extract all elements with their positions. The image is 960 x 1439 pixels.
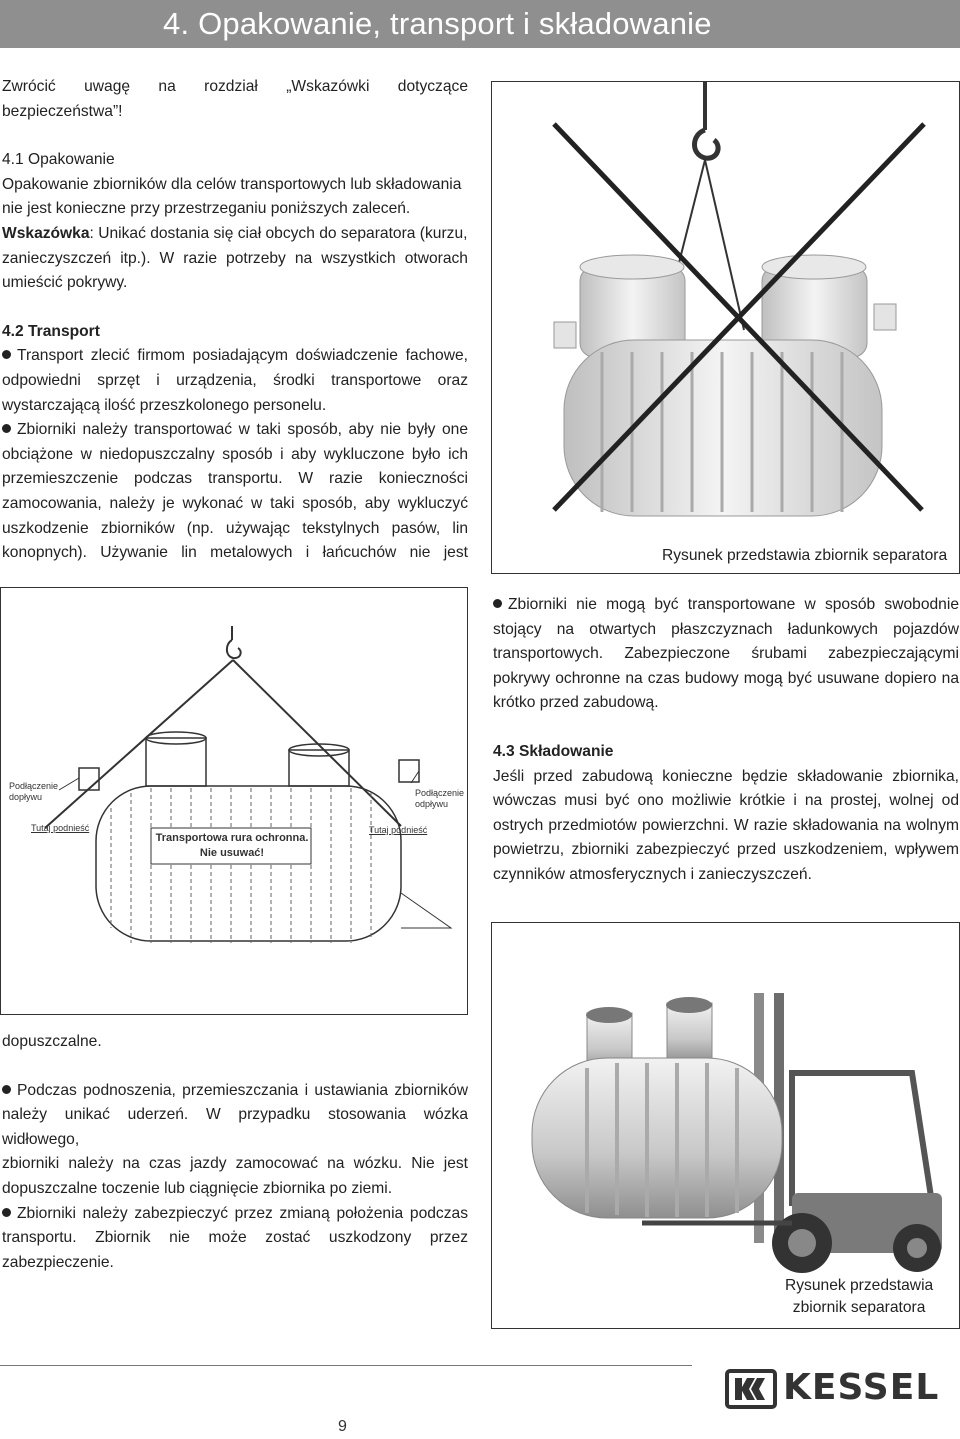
tank-body	[532, 1058, 782, 1218]
bullet-line: odpowiedni sprzęt i urządzenia, środki transportowe oraz	[2, 371, 468, 389]
page-title: 4. Opakowanie, transport i składowanie	[163, 6, 712, 41]
figure-caption: Rysunek przedstawia zbiornik separatora	[785, 1275, 933, 1319]
bullet-line: uszkodzenie zbiorników (np. używając tekstylnych pasów, lin	[2, 519, 468, 537]
bullet-icon	[2, 1208, 11, 1217]
bullet-line: zbiorniki należy na czas jazdy zamocować na wózku. Nie jest	[2, 1155, 468, 1173]
bullet-line: należy unikać uderzeń. W przypadku stosowania wózka widłowego,	[2, 1106, 468, 1148]
paragraph-line: Jeśli przed zabudową konieczne będzie składowanie zbiornika,	[493, 767, 959, 785]
note-label: Wskazówka	[2, 224, 90, 242]
paragraph-line: ostrych przedmiotów powierzchni. W razie składowania na wolnym	[493, 816, 959, 834]
figure-wrong-lifting	[491, 81, 960, 574]
sling-left	[45, 660, 233, 828]
bullet-line: Zbiorniki należy zabezpieczyć przez zmianą położenia podczas	[2, 1202, 468, 1227]
section-heading: 4.1 Opakowanie	[2, 151, 115, 169]
bullet-line: Zbiorniki należy transportować w taki sposób, aby nie były one	[2, 418, 468, 443]
bullet-line: Transport zlecić firmom posiadającym doświadczenie fachowe,	[2, 344, 468, 369]
section-heading: 4.3 Składowanie	[493, 742, 614, 760]
outlet-pipe	[874, 304, 896, 330]
paragraph-line: czynników atmosferycznych i zanieczyszczeń.	[493, 865, 812, 883]
outlet-label: Podłączenie odpływu	[415, 788, 465, 809]
inlet-pipe	[554, 322, 576, 348]
tank-crossed-out-illustration	[492, 82, 959, 573]
inlet-label: Podłączenie dopływu	[9, 781, 59, 802]
bullet-line: zamocowania, należy je wykonać w taki sposób, aby wykluczyć	[2, 494, 468, 512]
tank-shaft-left	[146, 738, 206, 786]
bullet-line: wystarczającą ilość przeszkolonego personelu.	[2, 396, 327, 414]
header-bar	[0, 0, 960, 48]
kessel-logo	[725, 1369, 958, 1409]
pipe-note-label: Transportowa rura ochronna. Nie usuwać!	[155, 832, 309, 859]
forklift-cab	[792, 1073, 932, 1203]
figure-forklift	[491, 922, 960, 1329]
bullet-line: dopuszczalne.	[2, 1033, 102, 1050]
paragraph-line: nie jest konieczne przy przestrzeganiu poniższych zaleceń.	[2, 200, 411, 218]
paragraph-line: zanieczyszczeń itp.). W razie potrzeby na wszystkich otworach	[2, 249, 468, 267]
footer-divider	[0, 1365, 692, 1366]
tank-lifting-diagram	[1, 588, 467, 1014]
lift-point-label-left: Tutaj podnieść	[31, 823, 90, 833]
bullet-line: pokrywy ochronne na czas budowy mogą być usuwane dopiero na	[493, 669, 959, 687]
left-column-top	[2, 75, 468, 566]
bullet-line: stojący na otwartych płaszczyznach ładunkowych pojazdów	[493, 620, 959, 638]
bullet-line: dopuszczalne toczenie lub ciągnięcie zbiornika po ziemi.	[2, 1179, 393, 1197]
bullet-icon	[493, 599, 502, 608]
inlet-connector	[79, 768, 99, 790]
paragraph-line: wówczas musi być ono możliwie krótkie i na prostej, wolnej od	[493, 792, 959, 810]
bullet-line: przemieszczenie podczas transportu. W razie konieczności	[2, 470, 468, 488]
bullet-icon	[2, 350, 11, 359]
section-heading: 4.2 Transport	[2, 322, 100, 340]
bullet-line: zabezpieczenie.	[2, 1253, 114, 1271]
paragraph-line: umieścić pokrywy.	[2, 274, 128, 292]
outlet-connector	[399, 760, 419, 782]
page-number: 9	[338, 1418, 347, 1435]
forklift-with-tank-illustration	[492, 923, 959, 1328]
left-column-bottom	[2, 1030, 468, 1275]
intro-line: Zwrócić uwagę na rozdział „Wskazówki dotyczące	[2, 78, 468, 95]
brand-name: KESSEL	[783, 1367, 940, 1408]
lift-point-label-right: Tutaj podnieść	[369, 825, 428, 835]
bullet-icon	[2, 424, 11, 433]
paragraph-line: powietrzu, zbiorniki zabezpieczyć przed uszkodzeniem, wpływem	[493, 841, 959, 859]
sling-right	[233, 660, 401, 826]
bullet-line: obciążone w niedopuszczalny sposób i aby wykluczone było ich	[2, 445, 468, 463]
bullet-line: transportowych. Zabezpieczone śrubami zabezpieczającymi	[493, 645, 959, 663]
bullet-line: krótko przed zabudową.	[493, 694, 659, 712]
paragraph-line: Opakowanie zbiorników dla celów transportowych lub składowania	[2, 175, 462, 193]
figure-correct-lifting	[0, 587, 468, 1015]
intro-line: bezpieczeństwa”!	[2, 102, 123, 120]
bullet-icon	[2, 1085, 11, 1094]
note-text: : Unikać dostania się ciał obcych do separatora (kurzu,	[89, 224, 468, 242]
hook-icon	[227, 640, 241, 658]
right-column	[493, 593, 959, 888]
hook-icon	[694, 130, 718, 158]
bullet-line: transportu. Zbiornik nie może zostać uszkodzony przez	[2, 1229, 468, 1247]
bullet-line: Podczas podnoszenia, przemieszczania i ustawiania zbiorników	[2, 1079, 468, 1104]
bullet-line: konopnych). Używanie lin metalowych i łańcuchów nie jest	[2, 544, 468, 562]
bullet-line: Zbiorniki nie mogą być transportowane w sposób swobodnie	[493, 593, 959, 618]
figure-caption: Rysunek przedstawia zbiornik separatora	[662, 545, 947, 567]
paragraph-line	[2, 222, 468, 247]
